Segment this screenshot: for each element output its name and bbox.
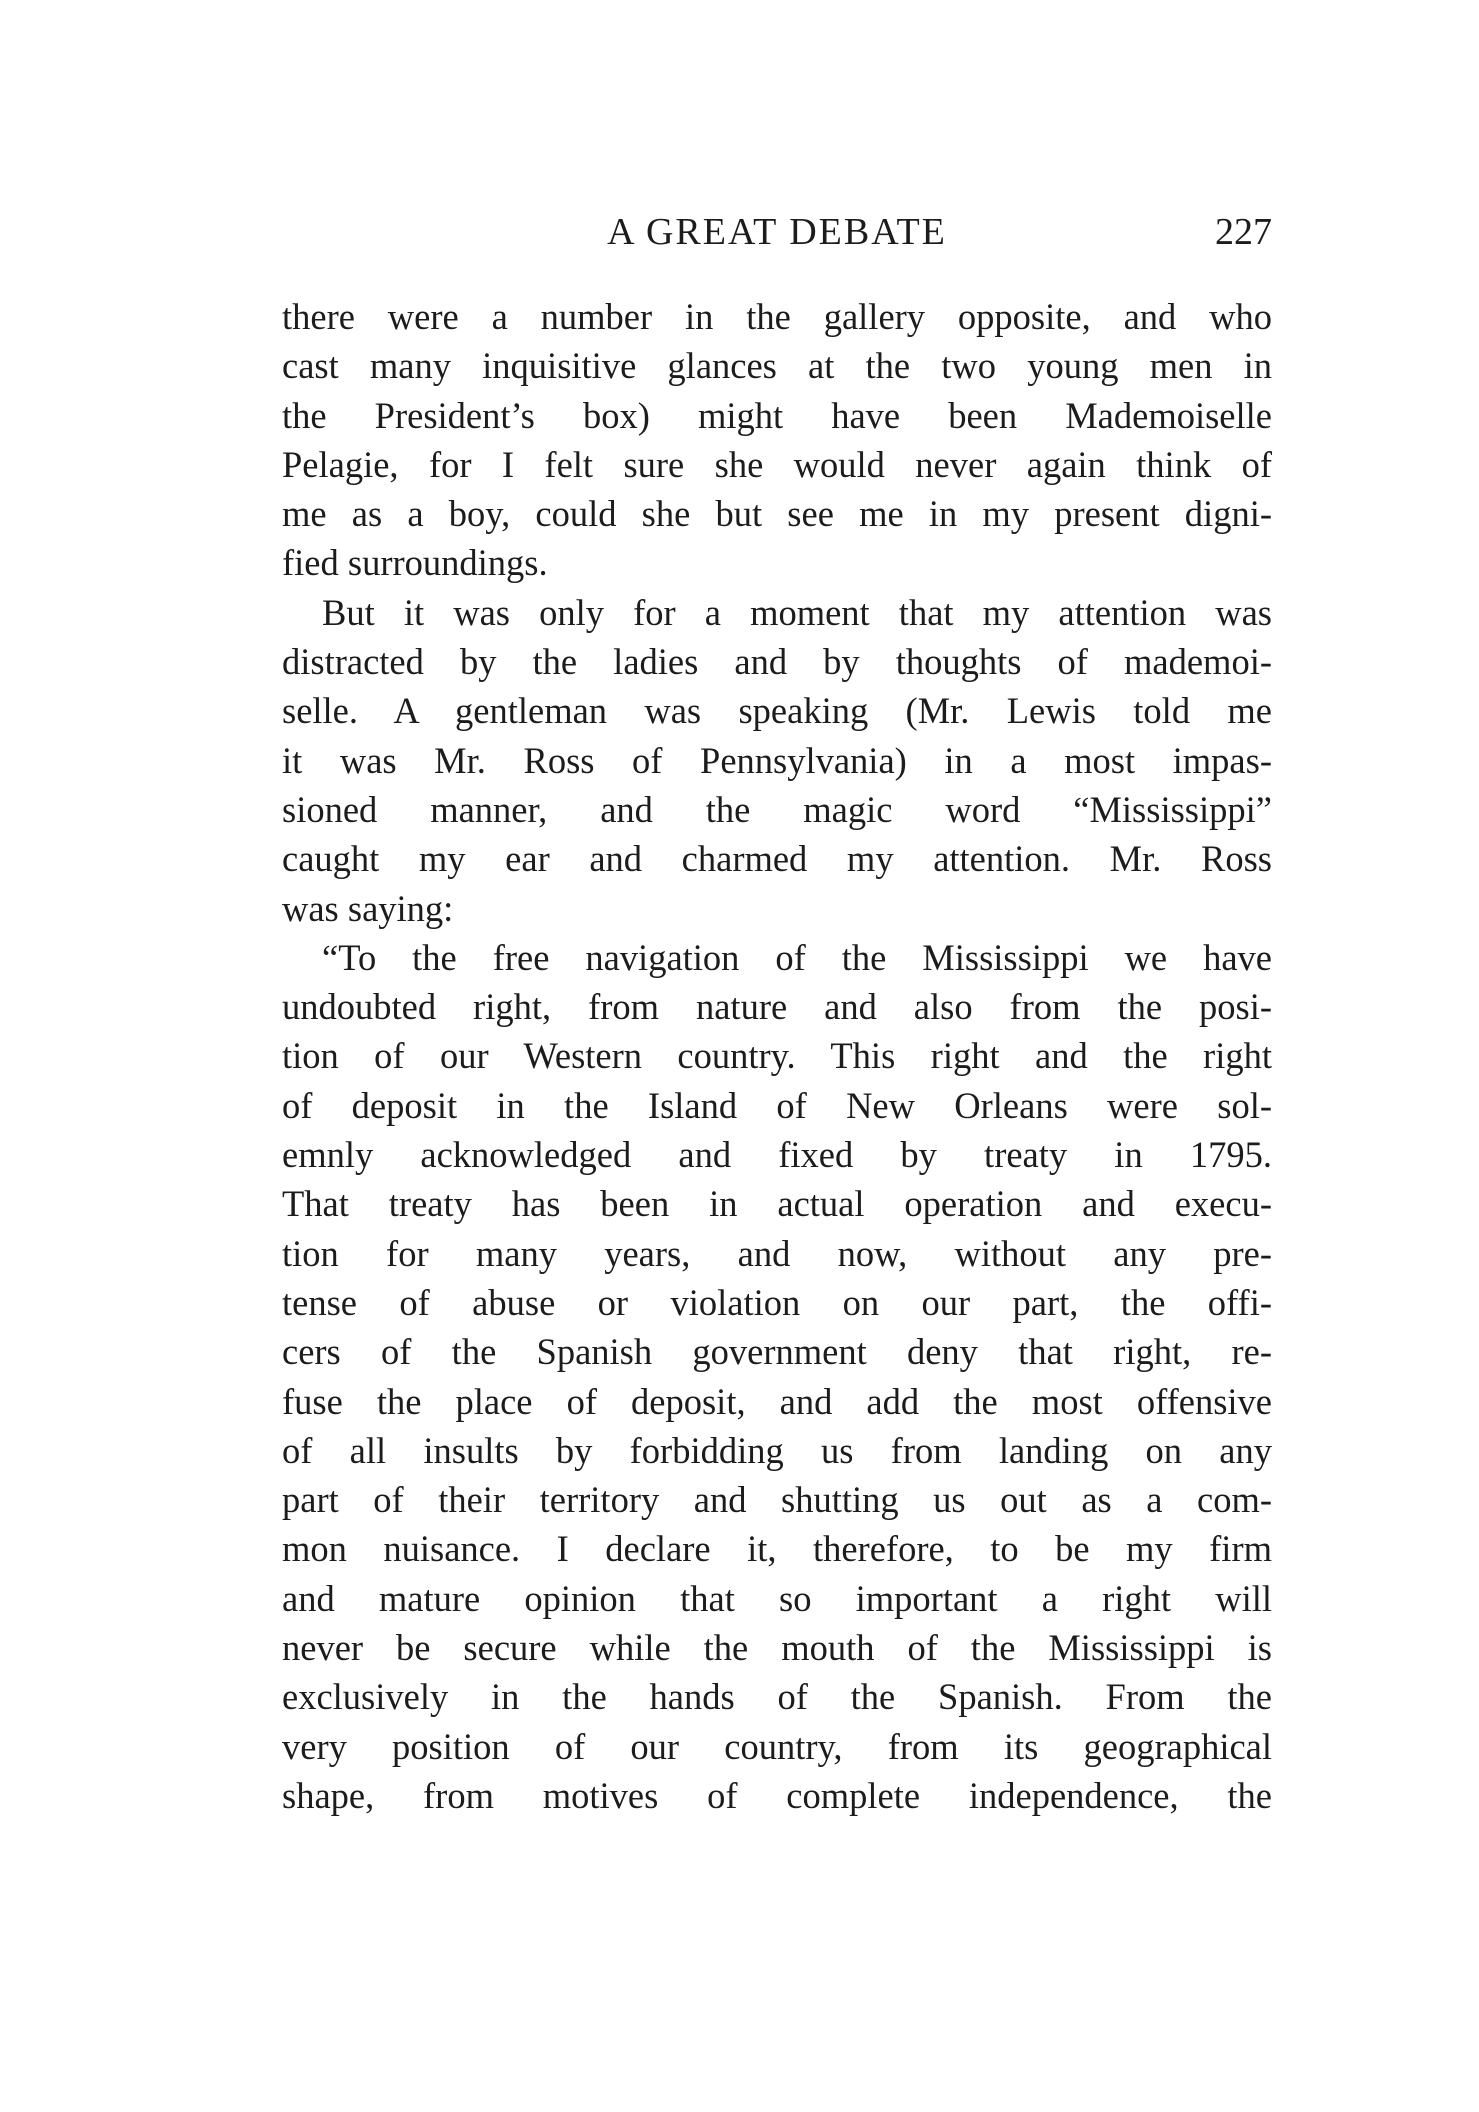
text-line: mon nuisance. I declare it, therefore, to be my firm [282, 1528, 1272, 1570]
text-line: the President’s box) might have been Mademoiselle [282, 394, 1272, 436]
page-header [282, 210, 1272, 270]
text-line: caught my ear and charmed my attention. Mr. Ross [282, 838, 1272, 880]
text-line: tion for many years, and now, without any pre- [282, 1232, 1272, 1274]
text-line: there were a number in the gallery opposite, and who [282, 296, 1272, 337]
text-line: Pelagie, for I felt sure she would never again think of [282, 443, 1272, 485]
text-line: selle. A gentleman was speaking (Mr. Lewis told me [282, 690, 1272, 732]
text-line: distracted by the ladies and by thoughts of mademoi- [282, 641, 1272, 683]
text-line: “To the free navigation of the Mississippi we have [322, 936, 1272, 978]
text-line: But it was only for a moment that my attention was [322, 591, 1272, 633]
text-line: cast many inquisitive glances at the two young men in [282, 345, 1272, 387]
running-title: A GREAT DEBATE [607, 211, 947, 253]
text-line: of deposit in the Island of New Orleans were sol- [282, 1084, 1272, 1126]
text-line: undoubted right, from nature and also from the posi- [282, 986, 1272, 1028]
text-line: and mature opinion that so important a right will [282, 1577, 1272, 1619]
text-line: part of their territory and shutting us out as a com- [282, 1479, 1272, 1521]
text-line: very position of our country, from its geographical [282, 1725, 1272, 1767]
text-line: of all insults by forbidding us from landing on any [282, 1429, 1272, 1471]
text-line: shape, from motives of complete independence, the [282, 1774, 1272, 1816]
text-line: it was Mr. Ross of Pennsylvania) in a most impas- [282, 739, 1272, 781]
text-line: was saying: [282, 887, 454, 929]
text-line: sioned manner, and the magic word “Mississippi” [282, 788, 1272, 830]
body-text [282, 292, 1272, 1820]
text-line: tense of abuse or violation on our part, the offi- [282, 1281, 1272, 1323]
text-line: fuse the place of deposit, and add the most offensive [282, 1380, 1272, 1422]
page-number: 227 [1215, 211, 1272, 253]
text-line: me as a boy, could she but see me in my present digni- [282, 493, 1272, 535]
text-line: tion of our Western country. This right and the right [282, 1035, 1272, 1077]
text-line: exclusively in the hands of the Spanish. From the [282, 1676, 1272, 1718]
text-line: That treaty has been in actual operation and execu- [282, 1183, 1272, 1225]
text-line: fied surroundings. [282, 542, 548, 584]
text-line: cers of the Spanish government deny that right, re- [282, 1331, 1272, 1373]
text-line: never be secure while the mouth of the Mississippi is [282, 1627, 1272, 1669]
text-line: emnly acknowledged and fixed by treaty in 1795. [282, 1134, 1272, 1176]
